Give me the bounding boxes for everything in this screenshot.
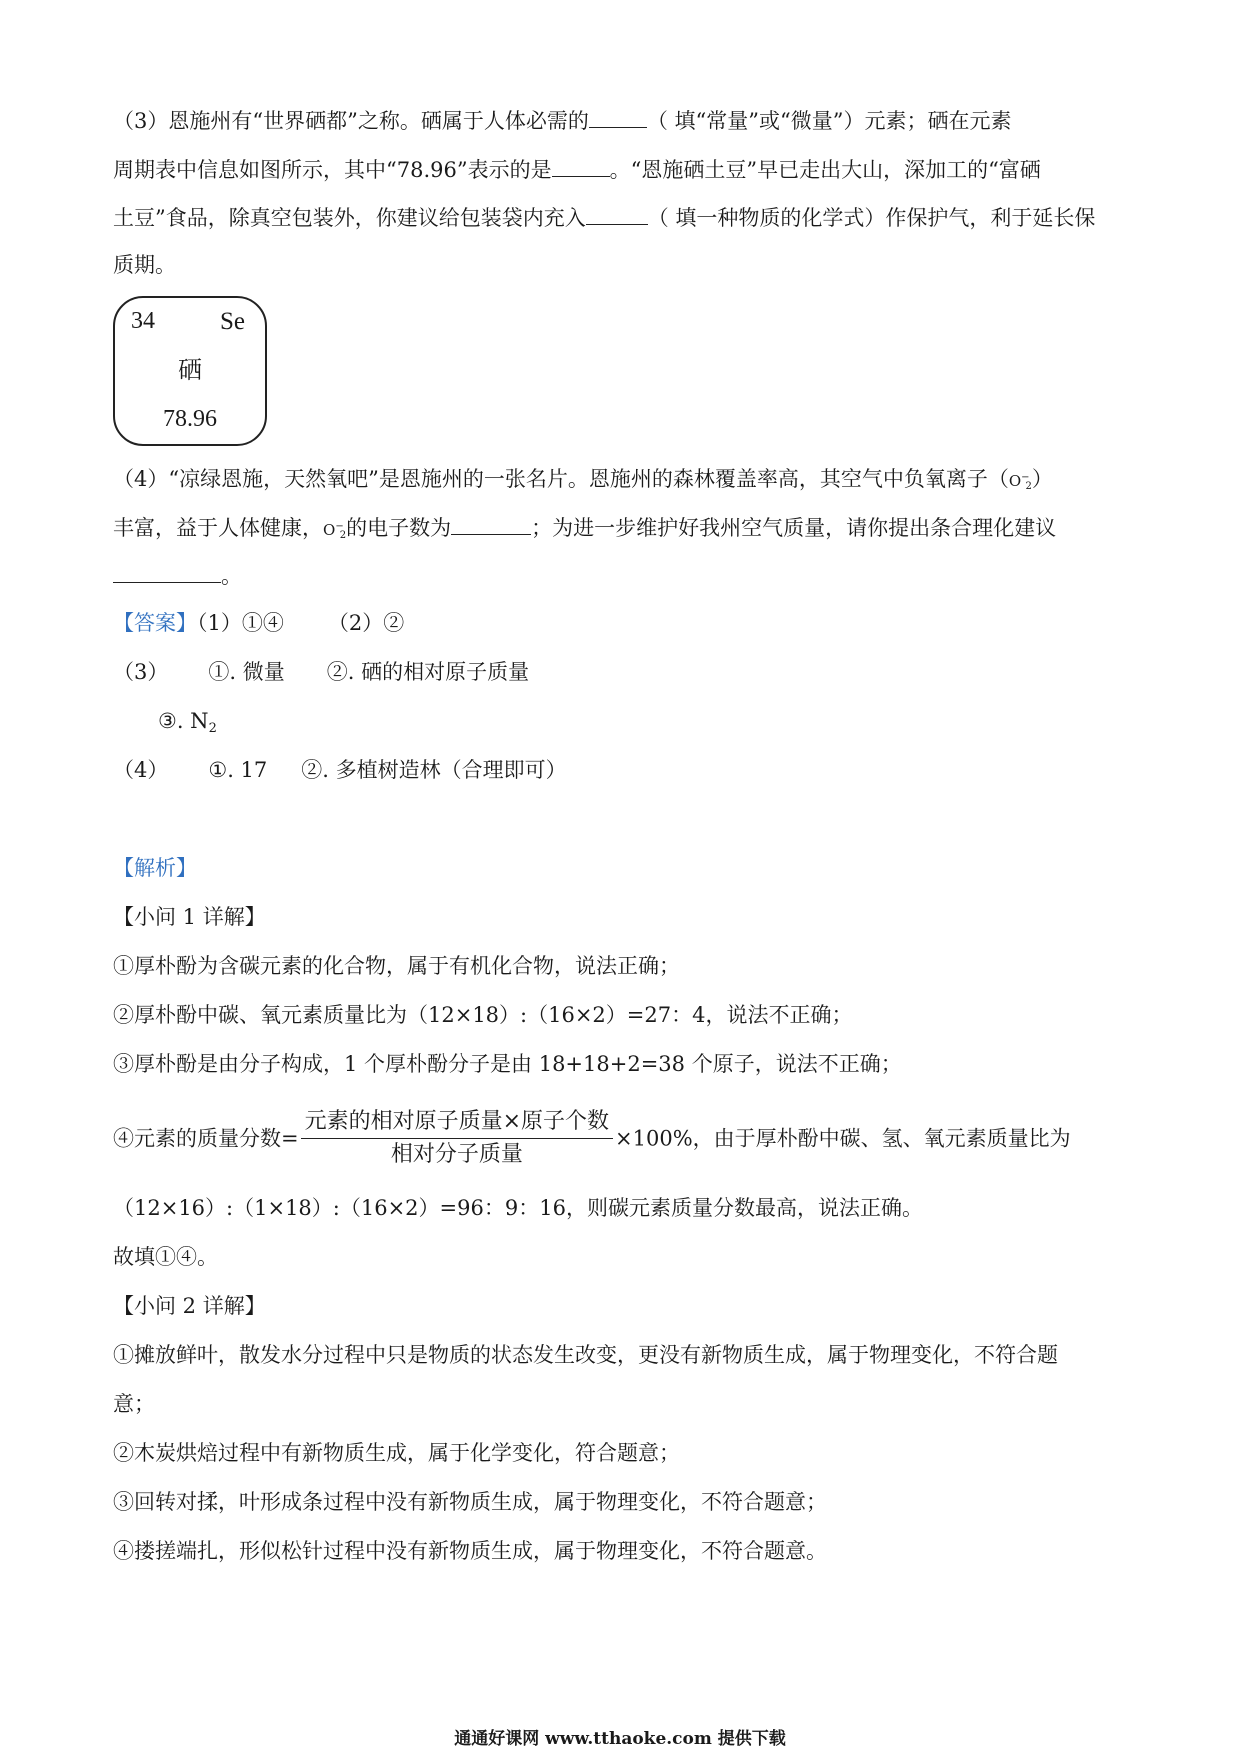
- fraction-numerator: 元素的相对原子质量×原子个数: [301, 1108, 613, 1139]
- ion-sub: 2: [339, 530, 347, 541]
- ion-charge: −: [1021, 472, 1030, 483]
- s2-line-3: ③回转对揉，叶形成条过程中没有新物质生成，属于物理变化，不符合题意；: [113, 1490, 827, 1514]
- answer-line-2: [113, 657, 529, 687]
- text: ④元素的质量分数=: [113, 1126, 299, 1151]
- text: ；为进一步维护好我州空气质量，请你提出条合理化建议: [531, 516, 1057, 540]
- answer-3-3: ③. N: [158, 709, 209, 733]
- ion-sub: 2: [1025, 481, 1032, 492]
- q3-line-4: 质期。: [113, 253, 176, 277]
- answer-label: 【答案】: [113, 611, 197, 635]
- analysis-label: 【解析】: [113, 856, 197, 880]
- oxygen-ion-formula: [323, 521, 346, 539]
- s2-line-1: ①摊放鲜叶，散发水分过程中只是物质的状态发生改变，更没有新物质生成，属于物理变化，不符合题: [113, 1343, 1058, 1367]
- element-symbol: Se: [220, 308, 245, 335]
- answer-3-label: （3）: [113, 660, 169, 684]
- s2-line-1b: 意；: [113, 1392, 155, 1416]
- sub2-title: 【小问 2 详解】: [113, 1294, 266, 1318]
- ion-base: O: [1008, 472, 1022, 490]
- q4-line-3: [113, 561, 242, 591]
- s1-line-2: ②厚朴酚中碳、氧元素质量比为（12×18）:（16×2）=27：4，说法不正确；: [113, 1003, 853, 1027]
- text: （3）恩施州有“世界硒都”之称。硒属于人体必需的: [113, 109, 589, 133]
- s1-line-1: ①厚朴酚为含碳元素的化合物，属于有机化合物，说法正确；: [113, 954, 680, 978]
- element-name: 硒: [178, 358, 202, 384]
- q4-line-1: [113, 463, 1053, 502]
- blank-q3-3: [586, 204, 648, 225]
- text: 。“恩施硒土豆”早已走出大山，深加工的“富硒: [609, 158, 1041, 182]
- blank-q3-2: [552, 156, 610, 177]
- sub1-title: 【小问 1 详解】: [113, 905, 266, 929]
- text: 土豆”食品，除真空包装外，你建议给包装袋内充入: [113, 206, 586, 230]
- text: （4）“凉绿恩施，天然氧吧”是恩施州的一张名片。恩施州的森林覆盖率高，其空气中负氧离子（: [113, 467, 1009, 491]
- answer-3-1: ①. 微量: [208, 660, 285, 684]
- fraction-denominator: 相对分子质量: [390, 1142, 523, 1167]
- answer-4-label: （4）: [113, 758, 169, 782]
- ion-base: O: [323, 521, 336, 539]
- text: （ 填“常量”或“微量”）元素；硒在元素: [646, 109, 1012, 133]
- s2-line-2: ②木炭烘焙过程中有新物质生成，属于化学变化，符合题意；: [113, 1441, 680, 1465]
- text: ）: [1031, 467, 1053, 491]
- blank-q4-2: [113, 562, 221, 583]
- answer-3-2: ②. 硒的相对原子质量: [326, 660, 530, 684]
- answer-line-1: [113, 608, 404, 638]
- footer-watermark: 通通好课网 www.tthaoke.com 提供下载: [454, 1729, 786, 1749]
- answer-4-1: ①. 17: [208, 758, 268, 782]
- mass-fraction-formula: [301, 1108, 613, 1169]
- text: ×100%，由于厚朴酚中碳、氢、氧元素质量比为: [615, 1126, 1071, 1151]
- q3-line-2: [113, 155, 1041, 185]
- text: （ 填一种物质的化学式）作保护气，利于延长保: [647, 206, 1096, 230]
- blank-q4-1: [451, 514, 531, 535]
- s1-line-5: （12×16）:（1×18）:（16×2）=96：9：16，则碳元素质量分数最高，说法正确。: [113, 1196, 923, 1220]
- q3-line-3: [113, 203, 1095, 233]
- text: 。: [221, 564, 242, 588]
- answer-line-4: [113, 755, 567, 785]
- s1-line-6: 故填①④。: [113, 1245, 218, 1269]
- answer-line-3: [158, 706, 217, 744]
- answer-4-2: ②. 多植树造林（合理即可）: [301, 758, 567, 782]
- s1-line-3: ③厚朴酚是由分子构成，1 个厚朴酚分子是由 18+18+2=38 个原子，说法不正确；: [113, 1052, 902, 1076]
- text: 的电子数为: [346, 516, 452, 540]
- text: 周期表中信息如图所示，其中“78.96”表示的是: [113, 158, 552, 182]
- subscript: 2: [208, 721, 217, 736]
- ion-charge: −: [335, 521, 344, 532]
- atomic-number: 34: [131, 308, 155, 334]
- selenium-element-card: [113, 296, 267, 446]
- answer-1: （1）①④: [197, 611, 284, 635]
- s1-line-4: [113, 1108, 1071, 1169]
- q3-line-1: [113, 106, 1011, 136]
- s2-line-4: ④搂搓端扎，形似松针过程中没有新物质生成，属于物理变化，不符合题意。: [113, 1539, 827, 1563]
- q4-line-2: [113, 512, 1056, 551]
- blank-q3-1: [589, 107, 647, 128]
- atomic-mass: 78.96: [163, 406, 217, 432]
- oxygen-ion-formula: [1009, 472, 1032, 490]
- text: 丰富，益于人体健康，: [113, 516, 323, 540]
- answer-2: （2）②: [327, 611, 405, 635]
